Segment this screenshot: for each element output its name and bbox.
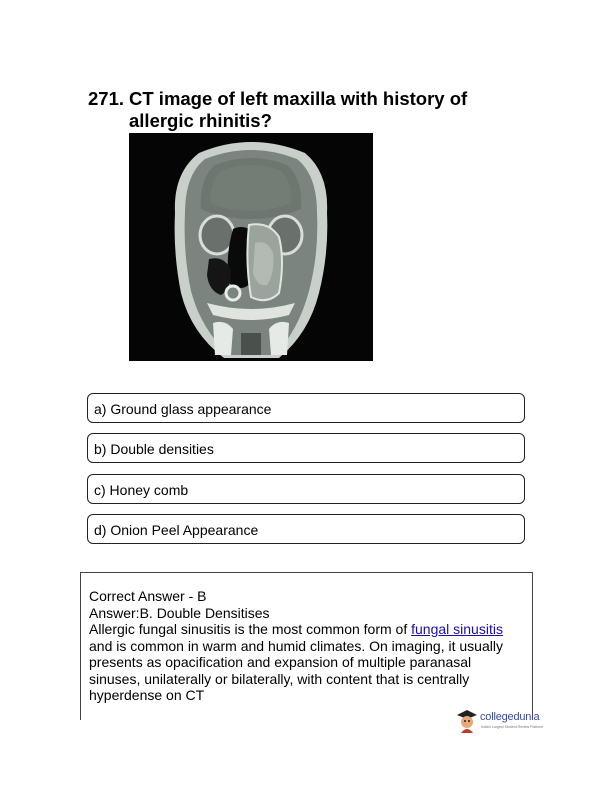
graduate-mascot-icon (456, 709, 478, 733)
explanation-text-end: and is common in warm and humid climates. On imaging, it usually presents as opacification and expansion of multiple paranasal sinuses, unilaterally or bilaterally, with content that is centrally hyperdense on CT (89, 637, 503, 703)
collegedunia-logo (456, 707, 566, 739)
logo-tagline: India's Largest Student Review Platform (481, 725, 544, 729)
explanation-text-start: Allergic fungal sinusitis is the most common form of (89, 621, 412, 637)
logo-brand-text: collegedunia (480, 711, 540, 723)
option-d[interactable]: d) Onion Peel Appearance (87, 514, 525, 544)
fungal-sinusitis-link[interactable]: fungal sinusitis (411, 621, 503, 637)
option-a[interactable]: a) Ground glass appearance (87, 393, 525, 423)
option-c[interactable]: c) Honey comb (87, 474, 525, 504)
answer-explanation (89, 621, 524, 704)
answer-heading: Answer:B. Double Densitises (89, 604, 270, 621)
question-text: CT image of left maxilla with history of allergic rhinitis? (129, 88, 468, 131)
ct-scan-image (129, 133, 373, 361)
option-b[interactable]: b) Double densities (87, 433, 525, 463)
answer-box (80, 572, 533, 720)
correct-answer: Correct Answer - B (89, 588, 207, 604)
question-number: 271. (88, 88, 125, 109)
question (88, 88, 528, 132)
